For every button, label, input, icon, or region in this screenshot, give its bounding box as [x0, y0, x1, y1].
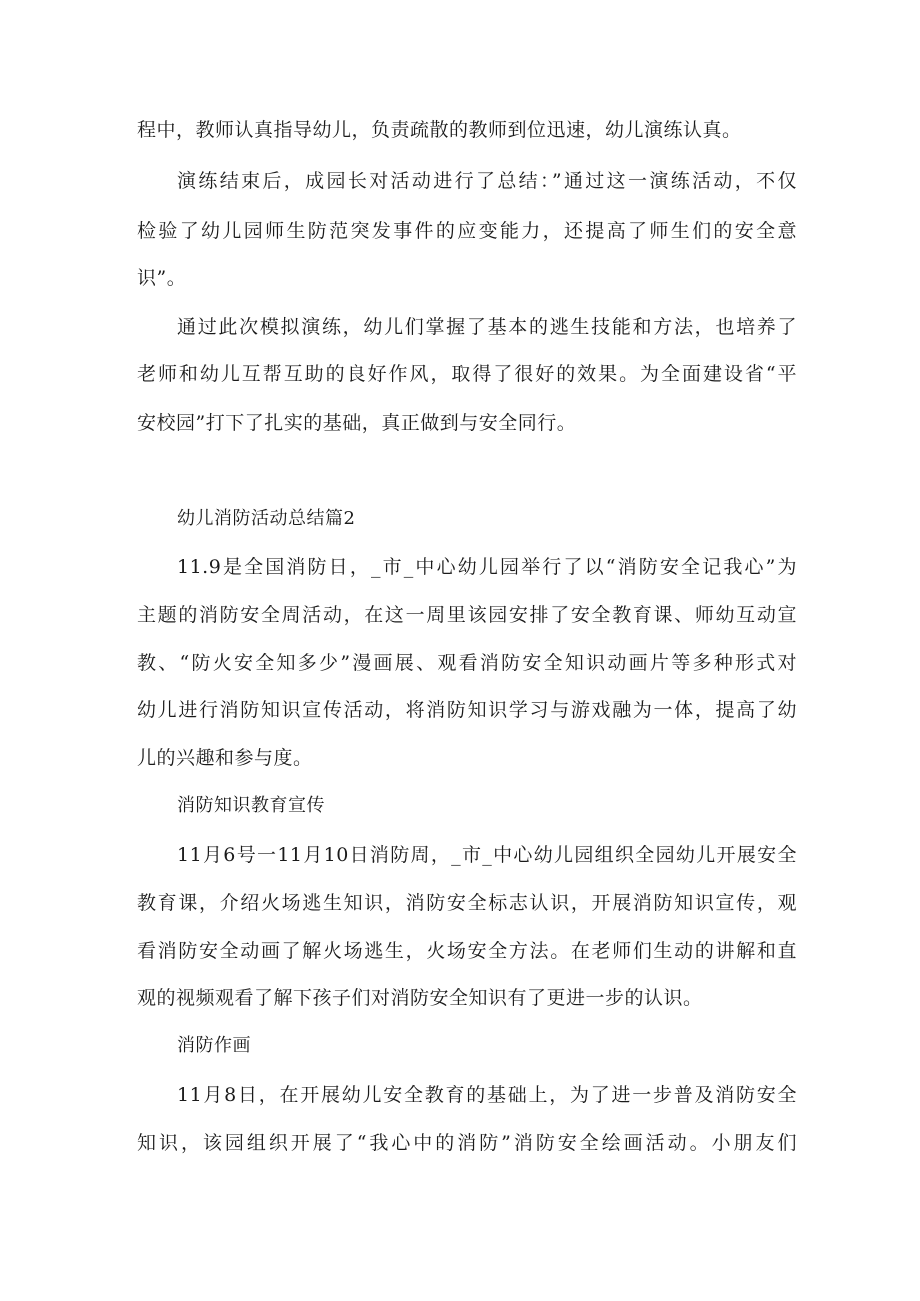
education-paragraph-line: 观的视频观看了解下孩子们对消防安全知识有了更进一步的认识。 — [137, 987, 703, 1009]
paragraph-continuation-line: 程中，教师认真指导幼儿，负责疏散的教师到位迅速，幼儿演练认真。 — [137, 119, 742, 141]
summary-paragraph-line: 识”。 — [137, 267, 187, 289]
drawing-paragraph-line: 知识，该园组织开展了“我心中的消防”消防安全绘画活动。小朋友们 — [137, 1132, 797, 1154]
intro-paragraph-line: 教、“防火安全知多少”漫画展、观看消防安全知识动画片等多种形式对 — [137, 652, 797, 674]
drawing-paragraph-line: 11月8日，在开展幼儿安全教育的基础上，为了进一步普及消防安全 — [177, 1084, 797, 1106]
intro-paragraph-line: 11.9是全国消防日，_市_中心幼儿园举行了以“消防安全记我心”为 — [177, 556, 797, 578]
subheading-education: 消防知识教育宣传 — [177, 795, 325, 816]
intro-paragraph-line: 主题的消防安全周活动，在这一周里该园安排了安全教育课、师幼互动宣 — [137, 604, 797, 626]
subheading-drawing: 消防作画 — [177, 1035, 251, 1056]
section-title: 幼儿消防活动总结篇2 — [177, 508, 356, 529]
result-paragraph-line: 老师和幼儿互帮互助的良好作风，取得了很好的效果。为全面建设省“平 — [137, 363, 797, 385]
result-paragraph-line: 安校园”打下了扎实的基础，真正做到与安全同行。 — [137, 412, 577, 434]
intro-paragraph-line: 幼儿进行消防知识宣传活动，将消防知识学习与游戏融为一体，提高了幼 — [137, 699, 797, 721]
education-paragraph-line: 11月6号一11月10日消防周，_市_中心幼儿园组织全园幼儿开展安全 — [177, 844, 797, 866]
summary-paragraph-line: 检验了幼儿园师生防范突发事件的应变能力，还提高了师生们的安全意 — [137, 220, 797, 242]
intro-paragraph-line: 儿的兴趣和参与度。 — [137, 747, 313, 769]
summary-paragraph-line: 演练结束后，成园长对活动进行了总结：”通过这一演练活动，不仅 — [177, 170, 797, 192]
result-paragraph-line: 通过此次模拟演练，幼儿们掌握了基本的逃生技能和方法，也培养了 — [177, 316, 797, 338]
education-paragraph-line: 看消防安全动画了解火场逃生，火场安全方法。在老师们生动的讲解和直 — [137, 940, 797, 962]
education-paragraph-line: 教育课，介绍火场逃生知识，消防安全标志认识，开展消防知识宣传，观 — [137, 892, 797, 914]
